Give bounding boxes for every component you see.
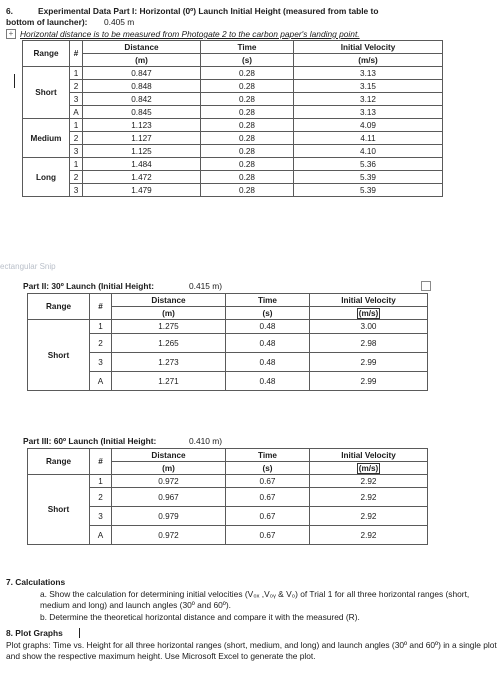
velocity-cell: 2.92: [310, 475, 428, 488]
time-cell: 0.67: [226, 475, 310, 488]
table-resize-handle-icon[interactable]: [421, 281, 431, 291]
calc-item-a: a. Show the calculation for determining initial velocities (V₀ₓ ,V₀ᵧ & V₀) of Trial 1 for all three horizontal ranges (short, medium and long) and launch angles (30º and 60º).: [40, 589, 470, 610]
unit-time: (s): [226, 307, 310, 320]
part2-height-value: 0.415 m): [189, 281, 223, 291]
distance-cell: 1.125: [83, 145, 201, 158]
table1-group-long: [23, 158, 443, 197]
trial-cell: A: [70, 106, 83, 119]
distance-cell: 1.275: [112, 320, 226, 334]
table-move-handle-icon[interactable]: +: [6, 29, 16, 39]
distance-cell: 0.848: [83, 80, 201, 93]
distance-cell: 1.472: [83, 171, 201, 184]
velocity-cell: 2.92: [310, 488, 428, 507]
trial-cell: 1: [90, 475, 112, 488]
velocity-cell: 2.92: [310, 507, 428, 526]
unit-velocity-text: (m/s): [358, 463, 379, 473]
unit-velocity: [310, 307, 428, 320]
time-cell: 0.28: [201, 184, 294, 197]
col-header-range: Range: [28, 449, 90, 475]
velocity-cell: 3.12: [294, 93, 443, 106]
col-header-trial: #: [90, 294, 112, 320]
time-cell: 0.28: [201, 80, 294, 93]
text-cursor-icon: [14, 74, 15, 88]
time-cell: 0.28: [201, 93, 294, 106]
trial-cell: 1: [70, 158, 83, 171]
col-header-trial: #: [90, 449, 112, 475]
col-header-velocity: Initial Velocity: [310, 449, 428, 462]
velocity-cell: 4.09: [294, 119, 443, 132]
section-number: 6.: [6, 6, 13, 16]
trial-cell: 3: [70, 145, 83, 158]
trial-cell: 3: [70, 93, 83, 106]
velocity-cell: 3.13: [294, 106, 443, 119]
distance-cell: 0.847: [83, 67, 201, 80]
velocity-cell: 2.92: [310, 526, 428, 545]
table-row: [23, 106, 443, 119]
velocity-cell: 2.99: [310, 372, 428, 391]
time-cell: 0.48: [226, 320, 310, 334]
velocity-cell: 4.10: [294, 145, 443, 158]
trial-cell: 2: [70, 80, 83, 93]
calculations-heading: 7. Calculations: [6, 577, 66, 587]
col-header-distance: Distance: [83, 41, 201, 54]
velocity-cell: 3.00: [310, 320, 428, 334]
trial-cell: 2: [90, 488, 112, 507]
time-cell: 0.67: [226, 507, 310, 526]
range-label-short: Short: [28, 475, 90, 545]
distance-cell: 0.972: [112, 526, 226, 545]
launcher-height-value: 0.405 m: [104, 17, 135, 27]
trial-cell: A: [90, 372, 112, 391]
range-label-short: Short: [23, 67, 70, 119]
unit-distance: (m): [112, 462, 226, 475]
table-row: [23, 119, 443, 132]
col-header-trial: #: [70, 41, 83, 67]
table-part1: [22, 40, 443, 197]
distance-cell: 0.972: [112, 475, 226, 488]
part3-heading: Part III: 60º Launch (Initial Height:: [23, 436, 157, 446]
trial-cell: 1: [90, 320, 112, 334]
time-cell: 0.28: [201, 158, 294, 171]
distance-cell: 0.979: [112, 507, 226, 526]
distance-cell: 1.273: [112, 353, 226, 372]
distance-cell: 1.271: [112, 372, 226, 391]
trial-cell: 3: [70, 184, 83, 197]
col-header-time: Time: [201, 41, 294, 54]
trial-cell: 1: [70, 119, 83, 132]
unit-time: (s): [201, 54, 294, 67]
time-cell: 0.67: [226, 526, 310, 545]
col-header-velocity: Initial Velocity: [294, 41, 443, 54]
table-row: [23, 145, 443, 158]
table-row: [28, 475, 428, 488]
unit-distance: (m): [112, 307, 226, 320]
time-cell: 0.48: [226, 334, 310, 353]
velocity-cell: 3.13: [294, 67, 443, 80]
unit-velocity-text: (m/s): [358, 308, 379, 318]
unit-velocity: (m/s): [294, 54, 443, 67]
measurement-note: Horizontal distance is to be measured from Photogate 2 to the carbon paper's landing point.: [20, 29, 360, 39]
table-row: [23, 67, 443, 80]
distance-cell: 0.842: [83, 93, 201, 106]
col-header-time: Time: [226, 294, 310, 307]
trial-cell: 2: [90, 334, 112, 353]
section-title: Experimental Data Part I: Horizontal (0º) Launch Initial Height (measured from table to: [38, 6, 379, 16]
unit-velocity: [310, 462, 428, 475]
time-cell: 0.28: [201, 132, 294, 145]
time-cell: 0.48: [226, 353, 310, 372]
time-cell: 0.67: [226, 488, 310, 507]
trial-cell: 1: [70, 67, 83, 80]
time-cell: 0.28: [201, 171, 294, 184]
table-row: [23, 93, 443, 106]
distance-cell: 1.479: [83, 184, 201, 197]
plot-instructions: Plot graphs: Time vs. Height for all three horizontal ranges (short, medium, and long) and launch angles (30º and 60º) in a single plot and show the respective maximum height. Use Microsoft Excel to generate the plot.: [6, 640, 497, 661]
col-header-range: Range: [23, 41, 70, 67]
trial-cell: A: [90, 526, 112, 545]
distance-cell: 1.265: [112, 334, 226, 353]
unit-time: (s): [226, 462, 310, 475]
time-cell: 0.28: [201, 119, 294, 132]
col-header-distance: Distance: [112, 294, 226, 307]
trial-cell: 2: [70, 132, 83, 145]
calc-item-b: b. Determine the theoretical horizontal distance and compare it with the measured (R).: [40, 612, 360, 622]
trial-cell: 3: [90, 353, 112, 372]
time-cell: 0.28: [201, 145, 294, 158]
col-header-range: Range: [28, 294, 90, 320]
velocity-cell: 5.39: [294, 184, 443, 197]
table-part3: [27, 448, 428, 545]
table-part2: [27, 293, 428, 391]
col-header-distance: Distance: [112, 449, 226, 462]
col-header-time: Time: [226, 449, 310, 462]
section-title-continued: bottom of launcher):: [6, 17, 88, 27]
unit-distance: (m): [83, 54, 201, 67]
time-cell: 0.48: [226, 372, 310, 391]
velocity-cell: 5.36: [294, 158, 443, 171]
table1-group-short: [23, 67, 443, 119]
distance-cell: 0.845: [83, 106, 201, 119]
range-label-short: Short: [28, 320, 90, 391]
range-label-medium: Medium: [23, 119, 70, 158]
table-row: [23, 132, 443, 145]
part2-heading: Part II: 30º Launch (Initial Height:: [23, 281, 155, 291]
table-row: [23, 80, 443, 93]
velocity-cell: 3.15: [294, 80, 443, 93]
distance-cell: 1.127: [83, 132, 201, 145]
velocity-cell: 4.11: [294, 132, 443, 145]
table-row: [23, 184, 443, 197]
velocity-cell: 2.98: [310, 334, 428, 353]
snip-tool-overlay-text: ectangular Snip: [0, 262, 56, 271]
distance-cell: 1.123: [83, 119, 201, 132]
table-row: [23, 158, 443, 171]
trial-cell: 3: [90, 507, 112, 526]
range-label-long: Long: [23, 158, 70, 197]
time-cell: 0.28: [201, 67, 294, 80]
velocity-cell: 5.39: [294, 171, 443, 184]
velocity-cell: 2.99: [310, 353, 428, 372]
table-row: [28, 320, 428, 334]
text-cursor-icon: [79, 628, 80, 638]
table-row: [23, 171, 443, 184]
distance-cell: 1.484: [83, 158, 201, 171]
trial-cell: 2: [70, 171, 83, 184]
time-cell: 0.28: [201, 106, 294, 119]
plot-heading: 8. Plot Graphs: [6, 628, 63, 638]
table1-group-medium: [23, 119, 443, 158]
part3-height-value: 0.410 m): [189, 436, 223, 446]
distance-cell: 0.967: [112, 488, 226, 507]
col-header-velocity: Initial Velocity: [310, 294, 428, 307]
